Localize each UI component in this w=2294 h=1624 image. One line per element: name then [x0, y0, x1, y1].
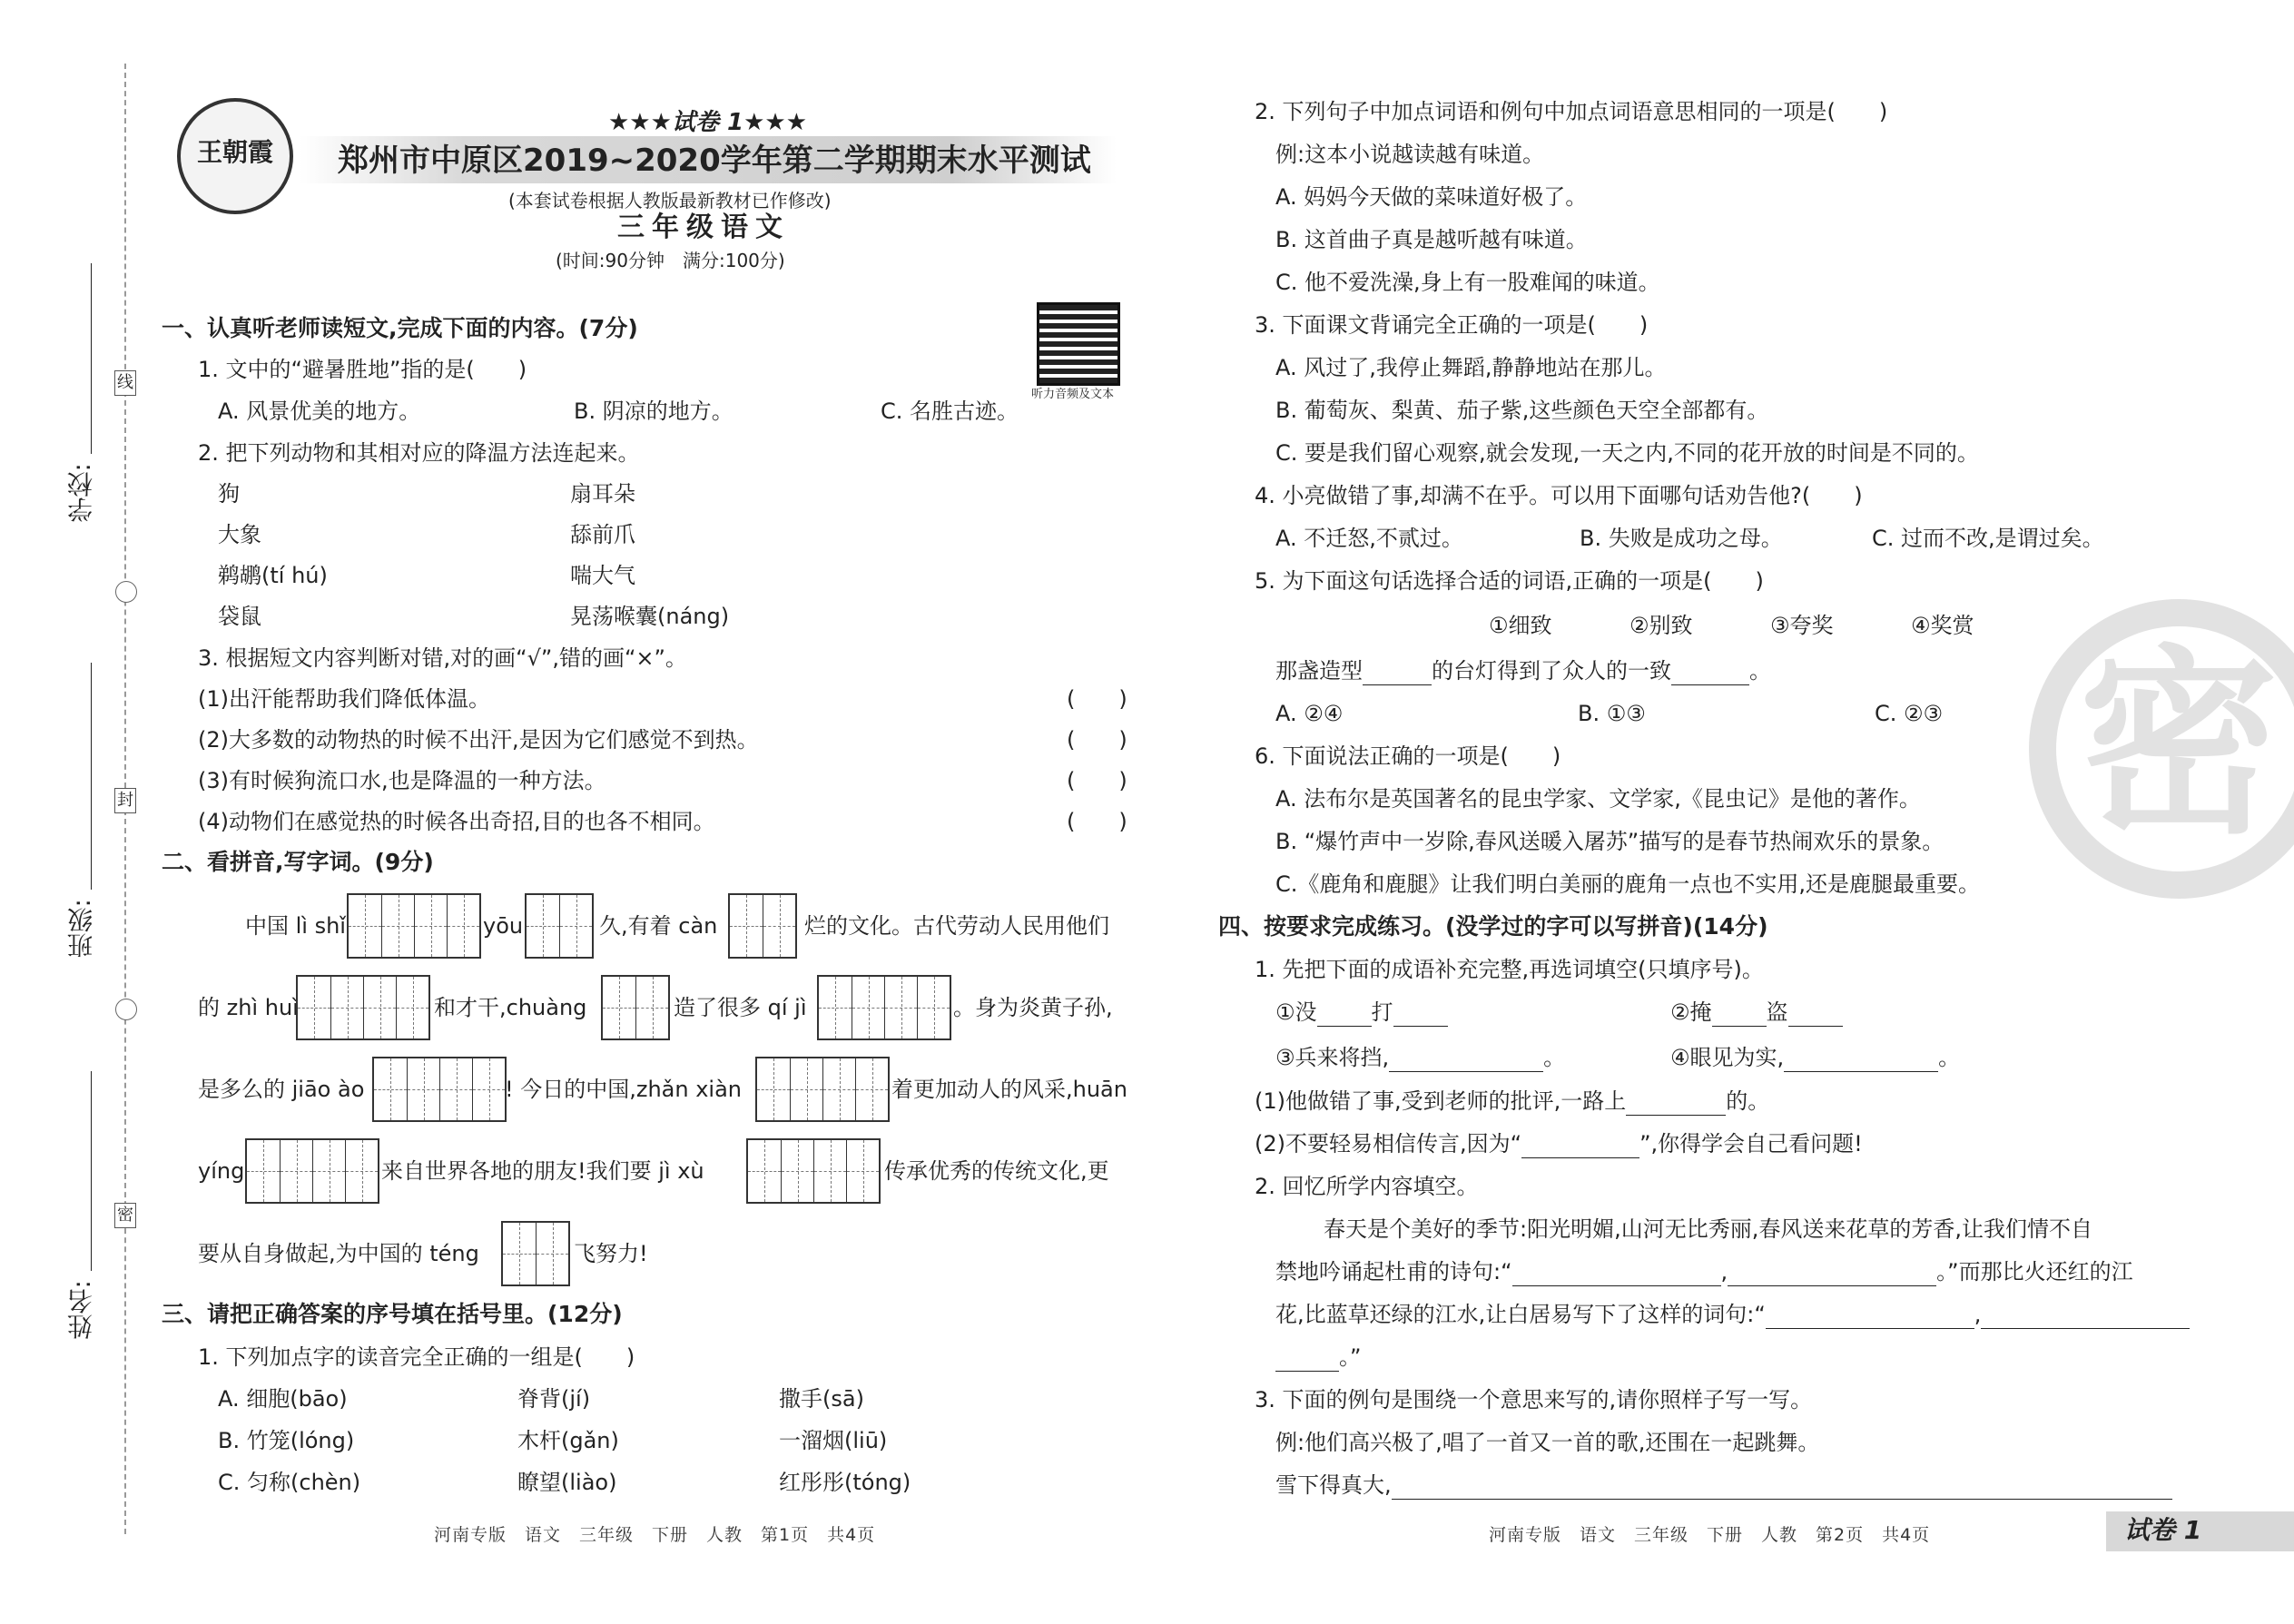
class-line: [91, 663, 92, 890]
s4-q3-example: 例:他们高兴极了,唱了一首又一首的歌,还围在一起跳舞。: [1275, 1430, 1820, 1455]
q5-word-4: ④奖赏: [1911, 613, 1974, 638]
q5-sentence: 那盏造型 的台灯得到了众人的一致 。: [1275, 658, 1771, 684]
s2-l4-b: 来自世界各地的朋友!我们要 jì xù: [381, 1158, 704, 1184]
s3-q3: 3. 下面课文背诵完全正确的一项是( ): [1255, 312, 1649, 338]
char-grid-jixu[interactable]: [746, 1138, 881, 1204]
s3-q1-b1: B. 竹笼(lóng): [218, 1428, 355, 1453]
idiom-3: ③兵来将挡, 。: [1275, 1045, 1566, 1070]
q5-blank-1[interactable]: [1363, 657, 1432, 685]
s1-q2: 2. 把下列动物和其相对应的降温方法连起来。: [198, 440, 640, 466]
s2-l4-a: yíng: [198, 1158, 245, 1184]
fill-2-blank[interactable]: [1521, 1130, 1639, 1158]
s3-q6-opt-c: C.《鹿角和鹿腿》让我们明白美丽的鹿角一点也不实用,还是鹿腿最重要。: [1275, 871, 1981, 897]
seal-mark-feng: 封: [114, 788, 136, 813]
s2-l3-a: 是多么的 jiāo ào: [198, 1077, 365, 1102]
s3-q5-opt-b: B. ①③: [1578, 701, 1646, 726]
poem-blank-4[interactable]: [1981, 1301, 2190, 1329]
qr-code-icon[interactable]: [1037, 302, 1120, 386]
school-line: [91, 263, 92, 454]
method-2: 舔前爪: [570, 522, 635, 547]
judge-2: (2)大多数的动物热的时候不出汗,是因为它们感觉不到热。: [198, 727, 759, 753]
poem-blank-2[interactable]: [1728, 1258, 1936, 1286]
poem-para-2: 禁地吟诵起杜甫的诗句:“ , 。”而那比火还红的江: [1275, 1259, 2133, 1284]
poem-para-1: 春天是个美好的季节:阳光明媚,山河无比秀丽,春风送来花草的芳香,让我们情不自: [1324, 1216, 2092, 1242]
s3-q1: 1. 下列加点字的读音完全正确的一组是( ): [198, 1344, 635, 1370]
char-grid-teng[interactable]: [501, 1221, 570, 1286]
s3-q2-opt-b: B. 这首曲子真是越听越有味道。: [1275, 227, 1588, 252]
s3-q4-opt-c: C. 过而不改,是谓过矣。: [1872, 526, 2104, 551]
animal-3: 鹈鹕(tí hú): [218, 563, 328, 588]
char-grid-chuang[interactable]: [601, 975, 670, 1040]
logo-badge: [177, 98, 293, 214]
s3-q1-a3: 撒手(sā): [779, 1386, 864, 1412]
fill-2: (2)不要轻易相信传言,因为“ ”,你得学会自己看问题!: [1255, 1131, 1863, 1156]
animal-2: 大象: [218, 522, 261, 547]
fill-1-blank[interactable]: [1626, 1088, 1726, 1116]
s3-q5-opt-c: C. ②③: [1875, 701, 1944, 726]
char-grid-can[interactable]: [728, 893, 797, 959]
s3-q3-opt-b: B. 葡萄灰、梨黄、茄子紫,这些颜色天空全部都有。: [1275, 398, 1769, 423]
s2-l2-c: 造了很多 qí jì: [674, 995, 807, 1020]
judge-1: (1)出汗能帮助我们降低体温。: [198, 686, 490, 712]
s3-q1-b2: 木杆(gǎn): [517, 1428, 619, 1453]
school-label: 学校:: [66, 463, 96, 523]
s3-q4: 4. 小亮做错了事,却满不在乎。可以用下面哪句话劝告他?( ): [1255, 483, 1863, 508]
s3-q6-opt-b: B. “爆竹声中一岁除,春风送暖入屠苏”描写的是春节热闹欢乐的景象。: [1275, 829, 1944, 854]
fill-1: (1)他做错了事,受到老师的批评,一路上 的。: [1255, 1088, 1770, 1114]
footer-tag: 试卷 1: [2124, 1515, 2202, 1545]
name-line: [91, 1071, 92, 1271]
poem-blank-3[interactable]: [1766, 1301, 1974, 1329]
exam-title: 郑州市中原区2019~2020学年第二学期期末水平测试: [338, 143, 1091, 179]
s3-q1-c2: 瞭望(liào): [517, 1470, 617, 1495]
judge-2-answer[interactable]: ( ): [1067, 727, 1127, 753]
class-label: 班级:: [66, 899, 96, 959]
s2-l5-b: 飞努力!: [574, 1241, 648, 1266]
s3-q2-example: 例:这本小说越读越有味道。: [1275, 142, 1545, 167]
s3-q1-a1: A. 细胞(bāo): [218, 1386, 348, 1412]
s3-q4-opt-a: A. 不迁怒,不贰过。: [1275, 526, 1463, 551]
s1-q1-opt-a: A. 风景优美的地方。: [218, 399, 421, 424]
s3-q6-opt-a: A. 法布尔是英国著名的昆虫学家、文学家,《昆虫记》是他的著作。: [1275, 786, 1921, 812]
judge-3: (3)有时候狗流口水,也是降温的一种方法。: [198, 768, 606, 793]
s3-q2-opt-a: A. 妈妈今天做的菜味道好极了。: [1275, 184, 1588, 210]
s2-l1-d: 烂的文化。古代劳动人民用他们: [804, 913, 1109, 939]
footer-right: 河南专版 语文 三年级 下册 人教 第2页 共4页: [1489, 1525, 1931, 1545]
s2-l1-a: 中国 lì shǐ: [245, 913, 346, 939]
method-3: 喘大气: [570, 563, 635, 588]
judge-3-answer[interactable]: ( ): [1067, 768, 1127, 793]
s2-l1-b: yōu: [483, 913, 524, 939]
s1-q1: 1. 文中的“避暑胜地”指的是( ): [198, 357, 527, 382]
s2-l3-b: ! 今日的中国,zhǎn xiàn: [505, 1077, 743, 1102]
char-grid-qiji[interactable]: [817, 975, 951, 1040]
idiom-1: ①没 打: [1275, 999, 1448, 1027]
char-grid-lishi[interactable]: [347, 893, 481, 959]
seal-mark-mi: 密: [114, 1203, 136, 1228]
s2-l2-b: 和才干,chuàng: [434, 995, 587, 1020]
poem-blank-5[interactable]: [1275, 1343, 1339, 1372]
binding-hole-icon: [115, 581, 137, 603]
s3-q2: 2. 下列句子中加点词语和例句中加点词语意思相同的一项是( ): [1255, 99, 1888, 124]
s3-q1-a2: 脊背(jí): [517, 1386, 591, 1412]
s3-q1-c1: C. 匀称(chèn): [218, 1470, 361, 1495]
exam-note: (本套试卷根据人教版最新教材已作修改): [508, 190, 832, 212]
char-grid-huanying[interactable]: [245, 1138, 379, 1204]
paper-tag: ★★★试卷 1★★★: [608, 109, 808, 136]
idiom-4: ④眼见为实, 。: [1670, 1045, 1961, 1070]
section3-heading: 三、请把正确答案的序号填在括号里。(12分): [162, 1301, 623, 1327]
section1-heading: 一、认真听老师读短文,完成下面的内容。(7分): [162, 315, 638, 341]
s2-l2-d: 。身为炎黄子孙,: [953, 995, 1113, 1020]
s3-q4-opt-b: B. 失败是成功之母。: [1580, 526, 1783, 551]
s4-q3-answer: 雪下得真大,: [1275, 1471, 2172, 1500]
binding-hole-icon: [115, 999, 137, 1020]
footer-left: 河南专版 语文 三年级 下册 人教 第1页 共4页: [434, 1525, 876, 1545]
watermark-text: 密: [2079, 628, 2279, 861]
s2-l2-a: 的 zhì huì: [198, 995, 299, 1020]
s4-q1: 1. 先把下面的成语补充完整,再选词填空(只填序号)。: [1255, 957, 1764, 982]
s3-q1-b3: 一溜烟(liū): [779, 1428, 888, 1453]
char-grid-you[interactable]: [525, 893, 594, 959]
s2-l1-c: 久,有着 càn: [599, 913, 718, 939]
s4-q2: 2. 回忆所学内容填空。: [1255, 1174, 1479, 1199]
section4-heading: 四、按要求完成练习。(没学过的字可以写拼音)(14分): [1218, 913, 1768, 940]
method-4: 晃荡喉囊(náng): [570, 604, 730, 629]
subject-title: 三年级语文: [617, 212, 790, 243]
s2-l3-c: 着更加动人的风采,huān: [891, 1077, 1127, 1102]
method-1: 扇耳朵: [570, 481, 635, 507]
judge-4: (4)动物们在感觉热的时候各出奇招,目的也各不相同。: [198, 809, 715, 834]
poem-blank-1[interactable]: [1512, 1258, 1721, 1286]
time-info: (时间:90分钟 满分:100分): [556, 250, 785, 271]
s1-q3: 3. 根据短文内容判断对错,对的画“√”,错的画“×”。: [198, 645, 687, 671]
s3-q2-opt-c: C. 他不爱洗澡,身上有一股难闻的味道。: [1275, 270, 1660, 295]
s1-q1-opt-c: C. 名胜古迹。: [881, 399, 1019, 424]
s1-q1-opt-b: B. 阴凉的地方。: [574, 399, 733, 424]
s2-l5-a: 要从自身做起,为中国的 téng: [198, 1241, 479, 1266]
q5-blank-2[interactable]: [1671, 657, 1749, 685]
judge-4-answer[interactable]: ( ): [1067, 809, 1127, 834]
name-label: 姓名:: [66, 1280, 96, 1340]
s3-q3-opt-a: A. 风过了,我停止舞蹈,静静地站在那儿。: [1275, 355, 1667, 380]
s2-l4-c: 传承优秀的传统文化,更: [884, 1158, 1109, 1184]
animal-4: 袋鼠: [218, 604, 261, 629]
judge-1-answer[interactable]: ( ): [1067, 686, 1127, 712]
poem-para-3: 花,比蓝草还绿的江水,让白居易写下了这样的词句:“ ,: [1275, 1301, 2190, 1329]
s4-q3: 3. 下面的例句是围绕一个意思来写的,请你照样子写一写。: [1255, 1387, 1813, 1412]
seal-mark-xian: 线: [114, 370, 136, 396]
char-grid-jiaoao[interactable]: [372, 1057, 507, 1122]
logo-text: 王朝霞: [196, 137, 273, 167]
char-grid-zhanxian[interactable]: [755, 1057, 890, 1122]
q5-word-2: ②别致: [1629, 613, 1693, 638]
char-grid-zhihui[interactable]: [296, 975, 430, 1040]
poem-para-4: 。”: [1275, 1343, 1361, 1372]
idiom-2: ②掩 盗: [1670, 999, 1843, 1027]
s3-q6: 6. 下面说法正确的一项是( ): [1255, 743, 1561, 769]
q5-word-3: ③夸奖: [1770, 613, 1834, 638]
animal-1: 狗: [218, 481, 240, 507]
qr-caption: 听力音频及文本: [1031, 388, 1115, 401]
s3-q1-c3: 红彤彤(tóng): [779, 1470, 911, 1495]
q5-word-1: ①细致: [1489, 613, 1552, 638]
s3-q5-opt-a: A. ②④: [1275, 701, 1344, 726]
s3-q3-opt-c: C. 要是我们留心观察,就会发现,一天之内,不同的花开放的时间是不同的。: [1275, 440, 1979, 466]
section2-heading: 二、看拼音,写字词。(9分): [162, 849, 434, 875]
s4-q3-blank[interactable]: [1392, 1471, 2172, 1500]
s3-q5: 5. 为下面这句话选择合适的词语,正确的一项是( ): [1255, 568, 1764, 594]
